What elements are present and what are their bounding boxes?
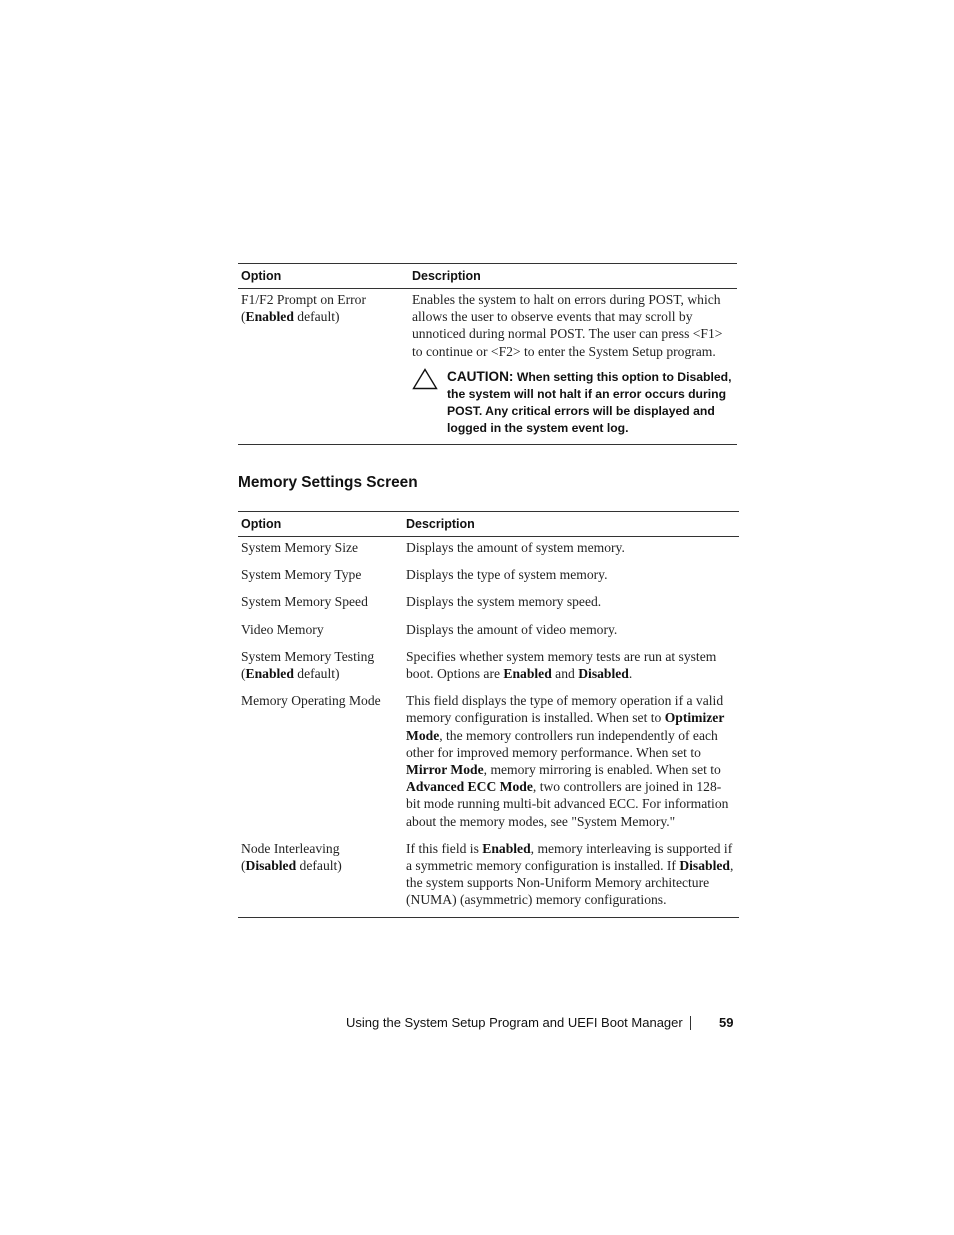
header-description: Description (403, 512, 739, 537)
default-value: Disabled (245, 858, 297, 874)
option-name: F1/F2 Prompt on Error (241, 292, 366, 307)
option-cell: System Memory Testing (Enabled default) (241, 648, 375, 682)
table-row (238, 619, 739, 646)
table-row (238, 838, 739, 917)
option-cell: Node Interleaving (Disabled default) (241, 840, 342, 874)
option-cell: System Memory Size (241, 540, 359, 555)
options-table (238, 263, 737, 445)
header-description: Description (409, 264, 737, 289)
description-cell: Specifies whether system memory tests are run at system boot. Options are Enabled and Disabled. (406, 648, 717, 682)
table-row (238, 564, 739, 591)
footer-separator (690, 1016, 691, 1030)
default-value: Enabled (245, 309, 294, 325)
default-value: Enabled (245, 666, 294, 682)
page-number: 59 (719, 1015, 734, 1030)
description-cell: Displays the amount of system memory. (406, 540, 625, 555)
caution-label: CAUTION: (447, 368, 514, 384)
description-cell: If this field is Enabled, memory interleaving is supported if a symmetric memory configuration is installed. If Disabled, the system supports Non-Uniform Memory architecture (NUMA) (asymmetric) memory configurations. (406, 840, 734, 908)
option-cell: System Memory Type (241, 567, 362, 583)
table-row (238, 537, 739, 565)
option-cell: F1/F2 Prompt on Error (Enabled default) (241, 292, 366, 325)
caution-text: When setting this option to Disabled, the system will not halt if an error occurs during POST. Any critical errors will be displayed and logged in the system event log. (447, 369, 732, 436)
description-cell (409, 289, 737, 445)
table-row (238, 591, 739, 618)
option-cell: Memory Operating Mode (241, 693, 381, 709)
description-cell: Displays the system memory speed. (406, 594, 602, 610)
option-cell: System Memory Speed (241, 594, 368, 610)
header-option: Option (238, 512, 403, 537)
section-title: Memory Settings Screen (238, 474, 418, 491)
table-row (238, 289, 737, 445)
warning-triangle-icon (412, 368, 438, 390)
description-cell: This field displays the type of memory operation if a valid memory configuration is installed. When set to Optimizer Mode, the memory controllers run independently of each other for improved memory performance. When set to Mirror Mode, memory mirroring is enabled. When set to Advanced ECC Mode, two controllers are joined in 128-bit mode running multi-bit advanced ECC. For information about the memory modes, see "System Memory." (406, 693, 729, 829)
table-row (238, 690, 739, 838)
memory-settings-table (238, 511, 739, 918)
option-cell: Video Memory (241, 621, 324, 637)
description-cell: Displays the amount of video memory. (406, 621, 618, 637)
table-row (238, 646, 739, 690)
table-header-row (238, 512, 739, 537)
footer-title: Using the System Setup Program and UEFI Boot Manager (346, 1015, 683, 1030)
table-header-row (238, 264, 737, 289)
description-text: Enables the system to halt on errors during POST, which allows the user to observe events that may scroll by unnoticed during normal POST. The user can press <F1> to continue or <F2> to enter the System Setup program. (412, 292, 723, 359)
caution-note (412, 368, 737, 438)
header-option: Option (238, 264, 409, 289)
description-cell: Displays the type of system memory. (406, 567, 608, 583)
